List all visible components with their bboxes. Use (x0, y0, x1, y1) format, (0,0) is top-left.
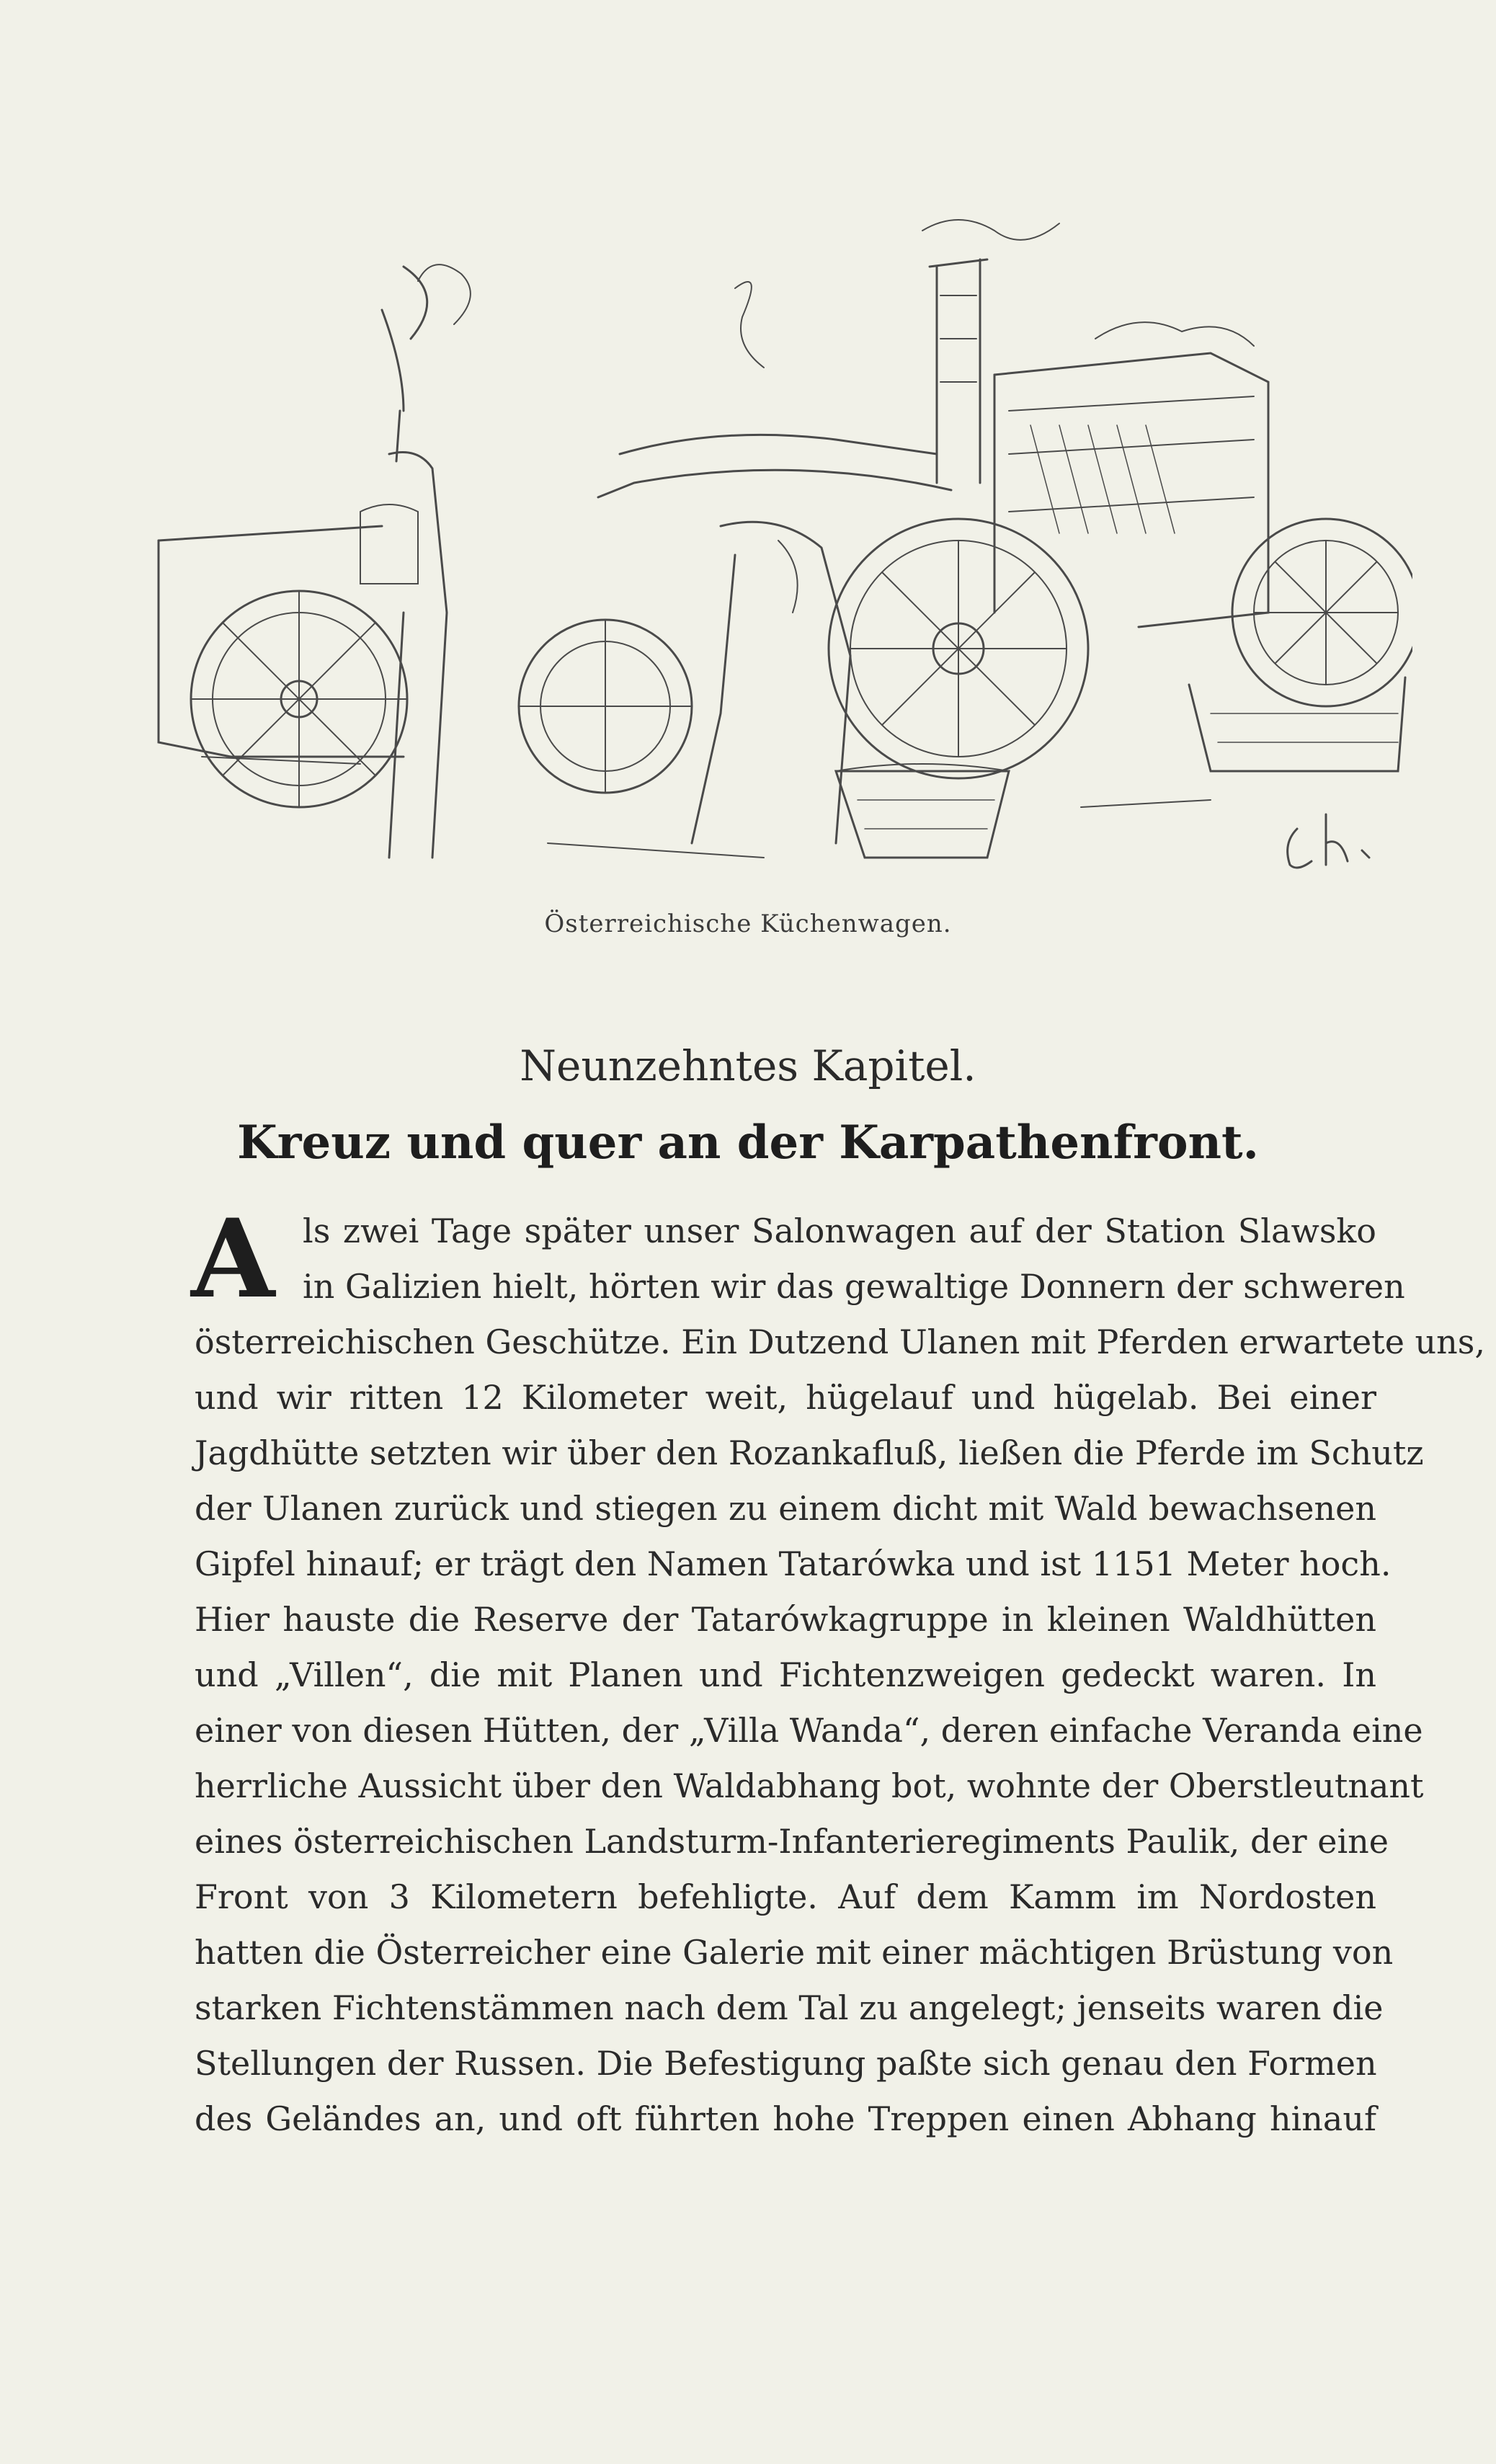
body-line: und „Villen“, die mit Planen und Fichtenzweigen gedeckt waren. In (195, 1655, 1376, 1694)
body-text (195, 1204, 1486, 2147)
body-line: einer von diesen Hütten, der „Villa Wanda“, deren einfache Veranda eine (195, 1711, 1423, 1750)
body-line: eines österreichischen Landsturm-Infanterieregiments Paulik, der eine (195, 1822, 1389, 1861)
body-line: des Geländes an, und oft führten hohe Treppen einen Abhang hinauf (195, 2099, 1376, 2138)
body-line: starken Fichtenstämmen nach dem Tal zu angelegt; jenseits waren die (195, 1988, 1384, 2027)
kitchen-wagon-illustration (144, 209, 1412, 901)
body-line: Gipfel hinauf; er trägt den Namen Tatarówka und ist 1151 Meter hoch. (195, 1544, 1392, 1583)
body-line: Hier hauste die Reserve der Tatarówkagruppe in kleinen Waldhütten (195, 1600, 1376, 1639)
body-line: der Ulanen zurück und stiegen zu einem dicht mit Wald bewachsenen (195, 1489, 1376, 1528)
body-line: und wir ritten 12 Kilometer weit, hügelauf und hügelab. Bei einer (195, 1378, 1376, 1417)
chapter-number: Neunzehntes Kapitel. (520, 1041, 976, 1090)
drop-cap: A (191, 1196, 275, 1322)
illustration-caption: Österreichische Küchenwagen. (544, 909, 952, 938)
body-line: Stellungen der Russen. Die Befestigung paßte sich genau den Formen (195, 2044, 1377, 2083)
body-line: österreichischen Geschütze. Ein Dutzend Ulanen mit Pferden erwartete uns, (195, 1322, 1486, 1361)
body-line: Jagdhütte setzten wir über den Rozankafluß, ließen die Pferde im Schutz (195, 1433, 1424, 1472)
body-line: in Galizien hielt, hörten wir das gewaltige Donnern der schweren (303, 1267, 1405, 1306)
body-line: ls zwei Tage später unser Salonwagen auf der Station Slawsko (303, 1211, 1376, 1250)
body-line: Front von 3 Kilometern befehligte. Auf dem Kamm im Nordosten (195, 1877, 1376, 1916)
body-line: herrliche Aussicht über den Waldabhang bot, wohnte der Oberstleutnant (195, 1766, 1424, 1805)
chapter-title: Kreuz und quer an der Karpathenfront. (237, 1116, 1259, 1170)
body-line: hatten die Österreicher eine Galerie mit einer mächtigen Brüstung von (195, 1933, 1394, 1972)
